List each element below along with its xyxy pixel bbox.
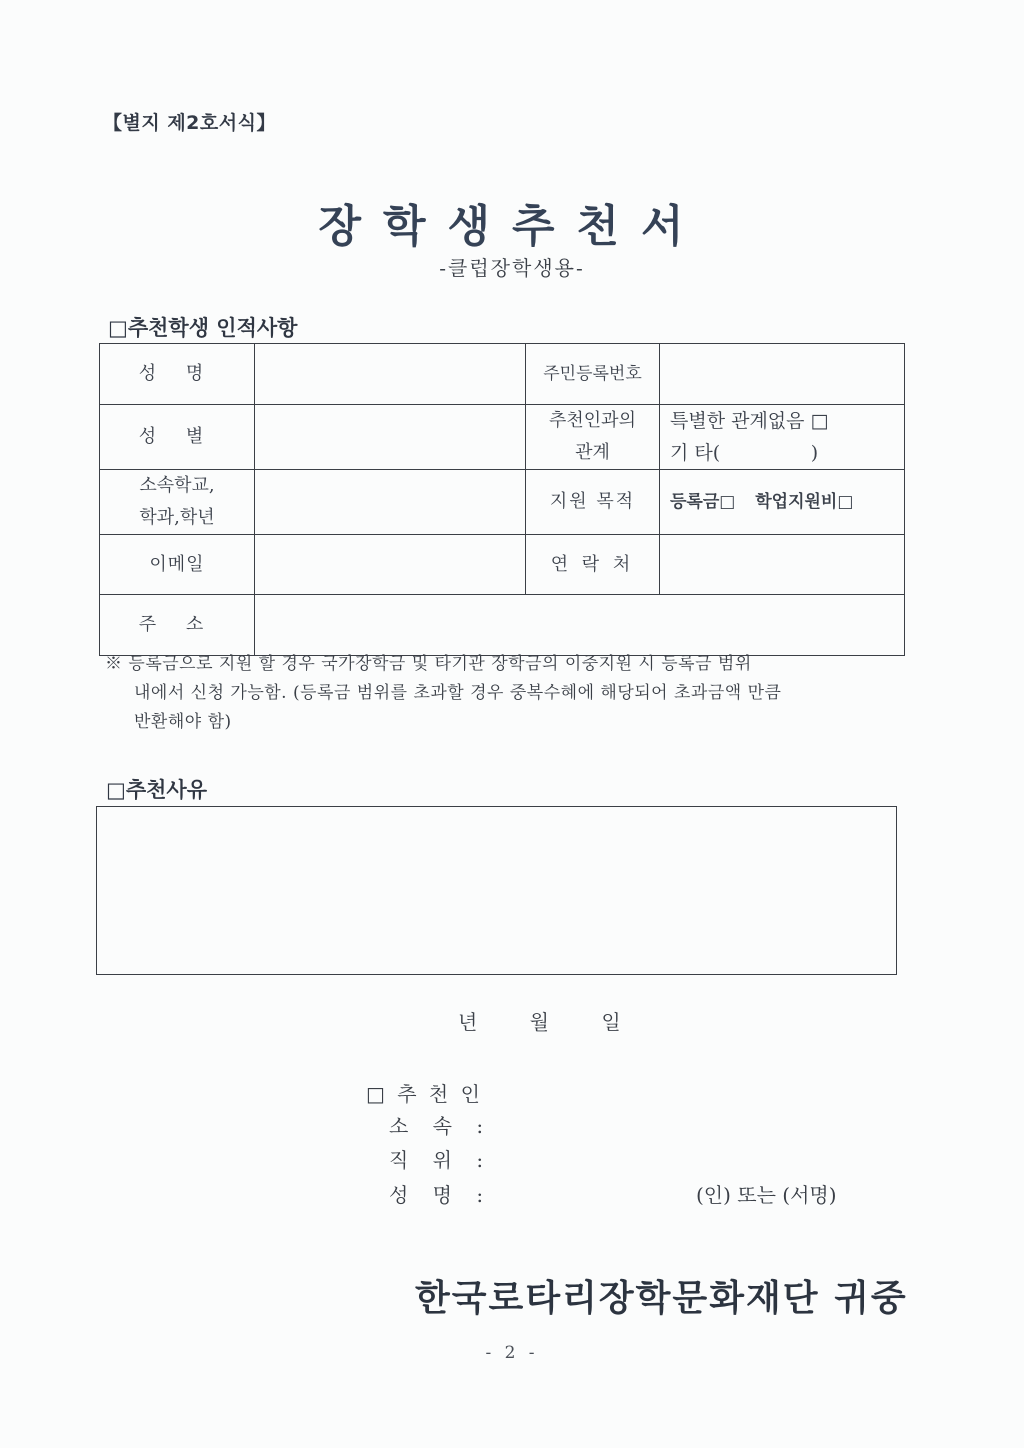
relation-option-other[interactable]: 기 타( ) <box>670 442 819 464</box>
table-row <box>100 535 905 595</box>
rrn-label: 주민등록번호 <box>526 344 660 405</box>
name-field[interactable] <box>255 344 526 405</box>
notice-line1: ※ 등록금으로 지원 할 경우 국가장학금 및 타기관 장학금의 이중지원 시 등록금 범위 <box>105 654 752 674</box>
notice-line2: 내에서 신청 가능함. (등록금 범위를 초과할 경우 중복수혜에 해당되어 초과금액 만큼 <box>134 683 782 703</box>
recommender-position-label: 직 위 : <box>389 1148 484 1172</box>
contact-label: 연 락 처 <box>526 535 660 595</box>
name-label: 성 명 <box>100 344 255 405</box>
section-reason-heading: □추천사유 <box>106 778 207 802</box>
seal-or-signature[interactable]: (인) 또는 (서명) <box>696 1183 837 1207</box>
school-label-line1: 소속학교, <box>139 475 215 496</box>
email-label: 이메일 <box>100 535 255 595</box>
foundation-addressee: 한국로타리장학문화재단 귀중 <box>415 1278 908 1319</box>
relation-label <box>526 405 660 470</box>
page-number: - 2 - <box>485 1343 539 1363</box>
table-row <box>100 470 905 535</box>
recommender-affiliation-label: 소 속 : <box>389 1114 484 1138</box>
address-label: 주 소 <box>100 595 255 656</box>
section-student-info-heading: □추천학생 인적사항 <box>108 316 298 340</box>
table-row <box>100 405 905 470</box>
purpose-label: 지원 목적 <box>526 470 660 535</box>
rrn-field[interactable] <box>660 344 905 405</box>
tuition-notice <box>105 650 895 737</box>
relation-options <box>660 405 905 470</box>
school-label-line2: 학과,학년 <box>139 507 215 528</box>
school-label <box>100 470 255 535</box>
address-field[interactable] <box>255 595 905 656</box>
notice-line3: 반환해야 함) <box>134 712 232 732</box>
table-row <box>100 595 905 656</box>
student-info-table <box>99 343 905 656</box>
document-subtitle: -클럽장학생용- <box>439 256 585 280</box>
email-field[interactable] <box>255 535 526 595</box>
relation-label-line1: 추천인과의 <box>549 410 636 431</box>
recommendation-reason-field[interactable] <box>96 806 897 975</box>
gender-field[interactable] <box>255 405 526 470</box>
form-number: 【별지 제2호서식】 <box>103 112 276 134</box>
document-title: 장학생추천서 <box>318 201 706 252</box>
relation-label-line2: 관계 <box>575 442 610 463</box>
school-field[interactable] <box>255 470 526 535</box>
recommender-heading: □ 추 천 인 <box>366 1082 483 1106</box>
gender-label: 성 별 <box>100 405 255 470</box>
table-row <box>100 344 905 405</box>
contact-field[interactable] <box>660 535 905 595</box>
relation-option-none-checkbox[interactable]: 특별한 관계없음 □ <box>670 410 829 432</box>
date-line: 년 월 일 <box>458 1010 621 1034</box>
recommender-name-label: 성 명 : <box>389 1183 484 1207</box>
purpose-options-checkboxes[interactable]: 등록금□ 학업지원비□ <box>660 470 905 535</box>
